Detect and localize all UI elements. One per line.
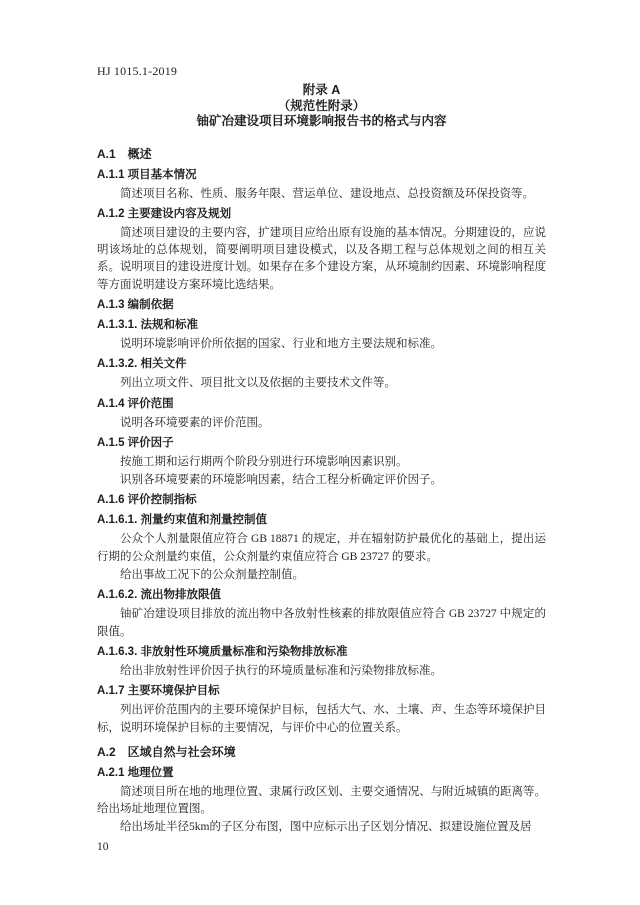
paragraph: 给出非放射性评价因子执行的环境质量标准和污染物排放标准。	[120, 664, 442, 677]
paragraph: 说明各环境要素的评价范围。	[120, 416, 270, 429]
subsection-heading: A.1.6.2. 流出物排放限值	[97, 589, 221, 602]
subsection-heading: A.1.6.3. 非放射性环境质量标准和污染物排放标准	[97, 645, 348, 658]
appendix-title: 铀矿冶建设项目环境影响报告书的格式与内容	[196, 114, 447, 128]
paragraph: 给出事故工况下的公众剂量控制值。	[120, 569, 304, 582]
subsection-heading: A.1.4 评价范围	[97, 397, 174, 410]
appendix-title-block	[97, 83, 546, 130]
subsection-heading: A.1.3.1. 法规和标准	[97, 318, 198, 331]
document-content	[97, 83, 546, 838]
subsection-heading: A.1.3 编制依据	[97, 298, 174, 311]
appendix-label: 附录 A	[302, 83, 341, 97]
subsection-heading: A.1.2 主要建设内容及规划	[97, 207, 232, 220]
paragraph: 简述项目名称、性质、服务年限、营运单位、建设地点、总投资额及环保投资等。	[120, 187, 534, 200]
section-heading: A.1 概述	[97, 146, 152, 161]
subsection-heading: A.1.5 评价因子	[97, 436, 174, 449]
document-body	[97, 146, 546, 837]
standard-code: HJ 1015.1-2019	[97, 64, 178, 78]
section-heading: A.2 区域自然与社会环境	[97, 744, 236, 759]
paragraph: 简述项目所在地的地理位置、隶属行政区划、主要交通情况、与附近城镇的距离等。给出场址地理位置图。	[97, 785, 546, 816]
paragraph: 识别各环境要素的环境影响因素，结合工程分析确定评价因子。	[120, 474, 442, 487]
paragraph: 列出立项文件、项目批文以及依据的主要技术文件等。	[120, 377, 396, 390]
subsection-heading: A.1.3.2. 相关文件	[97, 358, 187, 371]
subsection-heading: A.1.6 评价控制指标	[97, 494, 197, 507]
paragraph: 公众个人剂量限值应符合 GB 18871 的规定，并在辐射防护最优化的基础上，提出运行期的公众剂量约束值，公众剂量约束值应符合 GB 23727 的要求。	[97, 533, 546, 563]
paragraph: 按施工期和运行期两个阶段分别进行环境影响因素识别。	[120, 455, 408, 468]
subsection-heading: A.2.1 地理位置	[97, 766, 174, 779]
subsection-heading: A.1.1 项目基本情况	[97, 168, 197, 181]
paragraph: 铀矿冶建设项目排放的流出物中各放射性核素的排放限值应符合 GB 23727 中规定的限值。	[97, 608, 546, 638]
page-number: 10	[97, 841, 109, 853]
appendix-type-note: （规范性附录）	[277, 98, 366, 113]
subsection-heading: A.1.6.1. 剂量约束值和剂量控制值	[97, 514, 267, 527]
paragraph: 说明环境影响评价所依据的国家、行业和地方主要法规和标准。	[120, 337, 442, 350]
paragraph: 简述项目建设的主要内容，扩建项目应给出原有设施的基本情况。分期建设的，应说明该场址的总体规划，简要阐明项目建设模式，以及各期工程与总体规划之间的相互关系。说明项目的建设进度计划。如果存在多个建设方案，从环境制约因素、环境影响程度等方面说明建设方案环境比选结果。	[97, 226, 546, 291]
paragraph: 列出评价范围内的主要环境保护目标，包括大气、水、土壤、声、生态等环境保护目标，说明环境保护目标的主要情况，与评价中心的位置关系。	[97, 704, 546, 734]
paragraph: 给出场址半径5km的子区分布图，图中应标示出子区划分情况、拟建设施位置及居	[120, 821, 532, 834]
subsection-heading: A.1.7 主要环境保护目标	[97, 685, 220, 698]
